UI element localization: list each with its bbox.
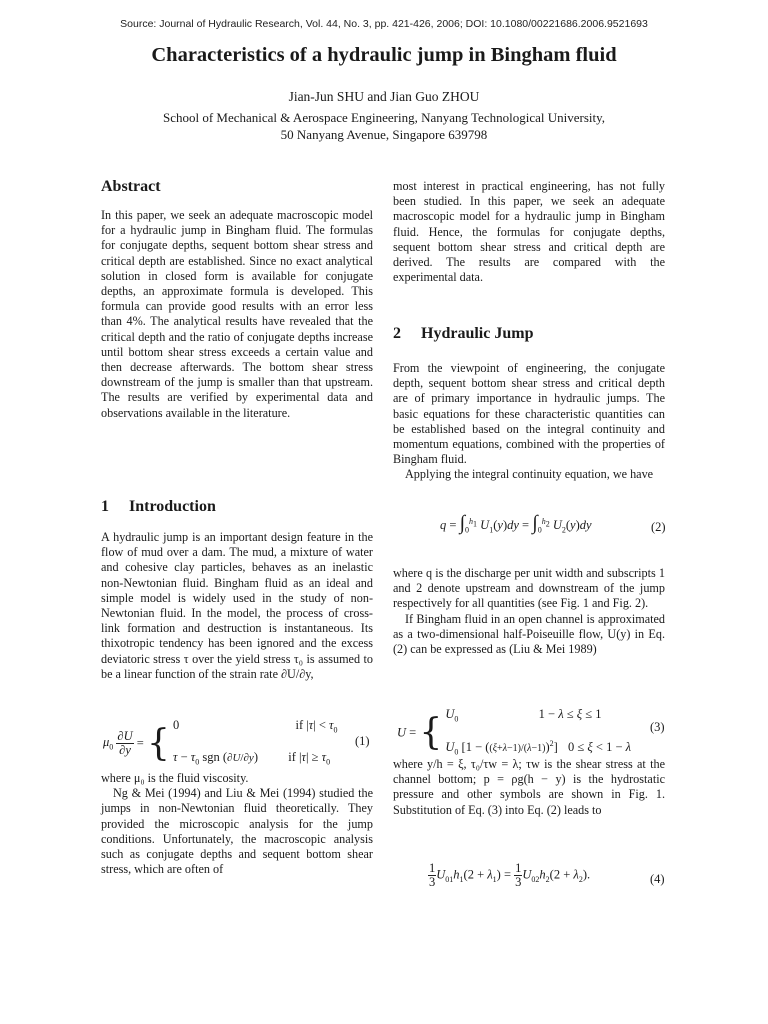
section2-text-5: where y/h = ξ, τ₀/τw = λ; τw is the shear stress at the channel bottom; p = ρg(h − y) is the hydrostatic pressure and other symbols are shown in Fig. 1. Substitution of Eq. (3) into Eq. (2) leads to [393,757,665,817]
section2-paragraph-5 [393,757,665,818]
affiliation-line-1: School of Mechanical & Aerospace Engineering, Nanyang Technological University, [162,110,606,125]
abstract-paragraph: In this paper, we seek an adequate macroscopic model for a hydraulic jump in Bingham fluid. The formulas for conjugate depths, sequent bottom shear stress and critical depth are established. Since no exact analytical solution in closed form is available for conjugate depths, an approximate formula is developed. This formula can provide good results with an error less than 4%. The analytical results have revealed that the critical depth and the ratio of conjugate depths increase until bottom shear stress exceeds a certain value and then decrease afterwards. The bottom shear stress downstream of the jump is smaller than that upstream. The results are verified by experimental data and observations available in the literature. [101,208,373,420]
intro-text-1: A hydraulic jump is an important design feature in the flow of mud over a dam. The mud, a mixture of water and cohesive clay particles, behaves as an inelastic non-Newtonian fluid. Bingham fluid as an ideal and simple model is widely used in the study of non-Newtonian fluid. In the model, the process of cross-link formation and destruction is instantaneous. Its thixotropic tendency has been ignored and the excess deviatoric stress τ over the yield stress τ₀ is assumed to be a linear function of the strain rate ∂U/∂y, [101,530,373,681]
intro-paragraph-2 [101,771,373,877]
equation-2-number: (2) [651,520,666,534]
continuation-text: most interest in practical engineering, has not fully been studied. In this paper, we seek an adequate macroscopic model for a hydraulic jump in Bingham fluid. Hence, the formulas for conjugate depths, sequent bottom shear stress and critical depth are derived. The results are compared with the experimental data. [393,179,665,285]
section2-text-3: where q is the discharge per unit width and subscripts 1 and 2 denote upstream and downstream of the jump respectively for all quantities (see Fig. 1 and Fig. 2). [393,566,665,611]
source-line: Source: Journal of Hydraulic Research, Vol. 44, No. 3, pp. 421-426, 2006; DOI: 10.1080/00221686.2006.9521693 [120,18,648,30]
hydraulic-jump-heading [393,325,533,343]
section2-text-4: If Bingham fluid in an open channel is approximated as a two-dimensional half-Poiseuille flow, U(y) in Eq. (2) can be expressed as (Liu & Mei 1989) [393,611,665,657]
section-title: Introduction [129,498,216,515]
equation-1-number: (1) [355,734,370,748]
equation-2: $q = \int_0^{h_1}$ $U_1(y)dy = \int_0^{h_2}$ $U_2(y)dy$ [440,512,592,535]
affiliation [0,109,768,143]
paper-title: Characteristics of a hydraulic jump in Bingham fluid [151,44,617,66]
equation-4: $\frac{1}{3}$ $U_{01}h_1(2 + \lambda_1)$ = $\frac{1}{3}$ $U_{02}h_2(2 + \lambda_2)$. [429,861,591,889]
introduction-heading [101,498,216,516]
abstract-text [101,208,373,421]
equation-3: U = { $U_0$ 1 − λ ≤ ξ ≤ 1 $U_0$ $[1 - ((\xi+\lambda-1)/(\lambda-1))^2]$ 0 ≤ ξ < 1 − λ [397,707,632,757]
intro-paragraph-1 [101,530,373,682]
equation-1: $\mu_0$ $\frac{\partial U}{\partial y}$ = { 0 if $|\tau| < \tau_0$ $\tau - \tau_0$ sgn (∂U/∂y) if $|\tau| \ge \tau_0$ [103,718,338,766]
right-column-continuation [393,179,665,285]
section2-paragraph-1 [393,361,665,483]
section-number: 2 [393,325,401,342]
authors: Jian-Jun SHU and Jian Guo ZHOU [288,89,480,104]
section2-text-2: Applying the integral continuity equation, we have [405,467,654,482]
intro-text-2: Ng & Mei (1994) and Liu & Mei (1994) studied the jumps in non-Newtonian fluid theoretically. They provided the microscopic analysis for the jump conditions. Unfortunately, the macroscopic analysis such as conjugate depths and sequent bottom shear stress, which are often of [101,786,373,877]
section2-text-1: From the viewpoint of engineering, the conjugate depth, sequent bottom shear stress and critical depth are of primary importance in hydraulic jumps. The basic equations for these characteristic quantities can be established based on the integral continuity and momentum equations, combined with the properties of Bingham fluid. [393,361,665,467]
section-title: Hydraulic Jump [421,325,534,342]
equation-4-number: (4) [650,872,665,886]
abstract-heading: Abstract [101,178,161,195]
after-eq1-text: where μ₀ is the fluid viscosity. [101,771,249,785]
section2-paragraph-3 [393,566,665,657]
section-number: 1 [101,498,109,515]
affiliation-line-2: 50 Nanyang Avenue, Singapore 639798 [280,127,488,142]
equation-3-number: (3) [650,720,665,734]
